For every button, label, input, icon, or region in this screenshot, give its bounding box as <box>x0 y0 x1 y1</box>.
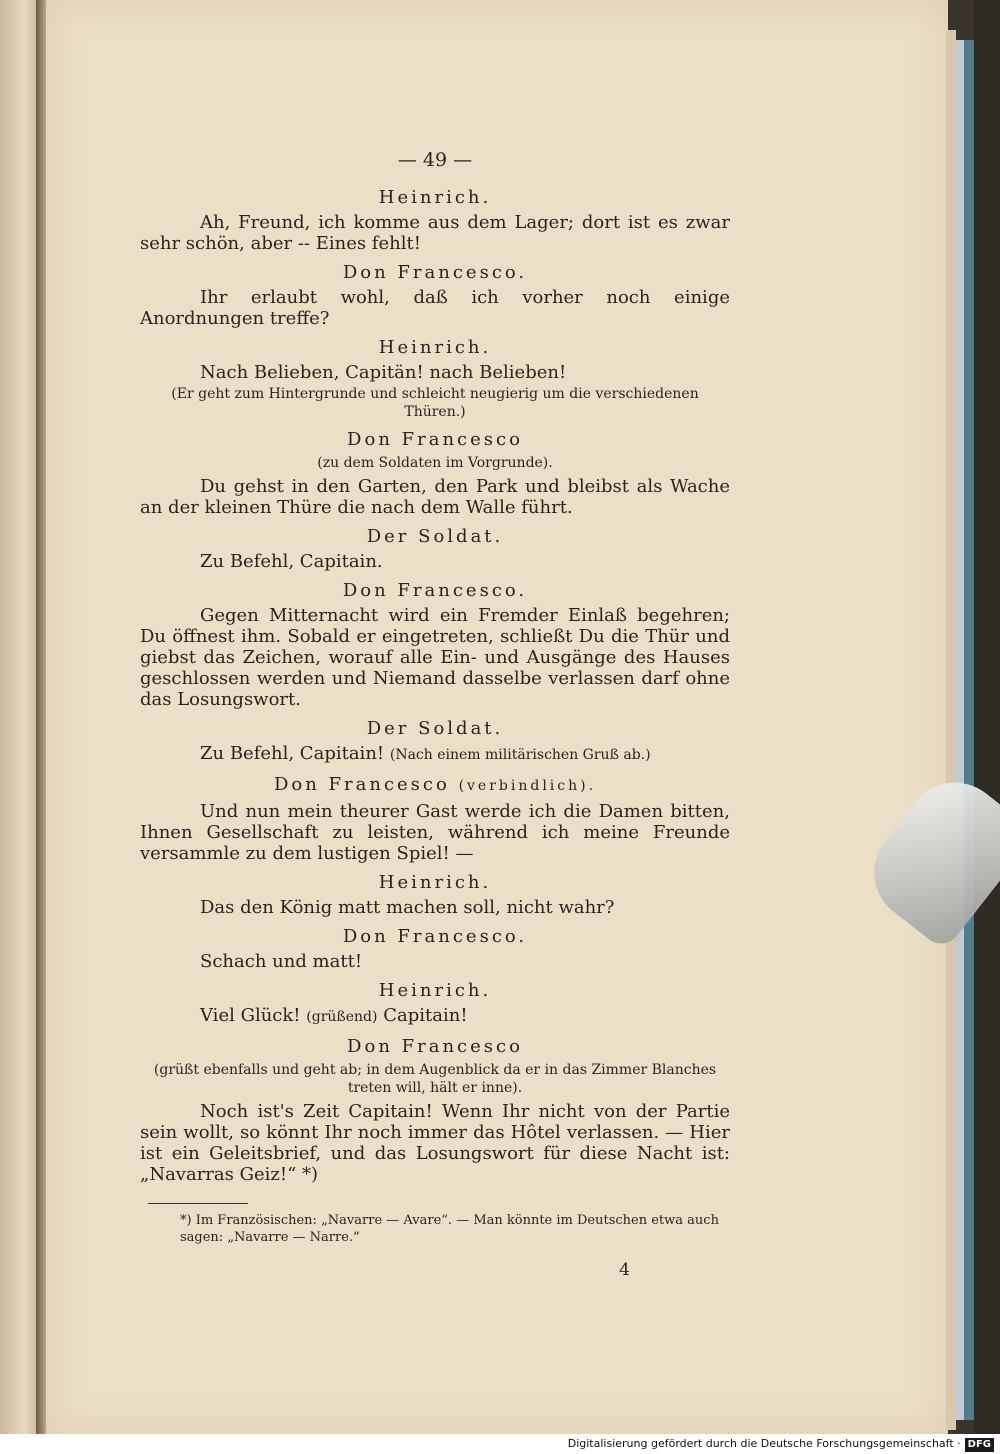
page-text <box>140 150 730 1281</box>
cover-edge-light <box>956 40 964 1420</box>
block-text: Du gehst in den Garten, den Park und bleibst als Wache an der kleinen Thüre die nach dem Walle führt. <box>140 476 730 518</box>
speech-line <box>140 605 730 710</box>
block-text: Der Soldat. <box>366 526 504 547</box>
speaker-name <box>140 337 730 358</box>
block-text: Und nun mein theurer Gast werde ich die Damen bitten, Ihnen Gesellschaft zu leisten, während ich meine Freunde versammle zu dem lustigen Spiel! — <box>140 801 730 864</box>
speech-line <box>140 212 730 254</box>
speaker-name <box>140 526 730 547</box>
stage-direction <box>140 385 730 421</box>
speech-line <box>140 476 730 518</box>
block-text: (grüßt ebenfalls und geht ab; in dem Augenblick da er in das Zimmer Blanches treten will, hält er inne). <box>153 1062 717 1096</box>
footnote: *) Im Französischen: „Navarre — Avare“. — Man könnte im Deutschen etwa auch sagen: „Navarre — Narre.“ <box>180 1213 719 1245</box>
cover-edge-blue <box>964 40 974 1420</box>
left-page-edge <box>0 0 40 1434</box>
block-text: Das den König matt machen soll, nicht wahr? <box>200 897 615 918</box>
speech-line <box>140 287 730 329</box>
funding-credit: Digitalisierung gefördert durch die Deutsche Forschungsgemeinschaft · <box>567 1437 961 1450</box>
block-text: Don Francesco. <box>342 262 528 283</box>
speech-line <box>140 551 730 572</box>
speech-line <box>140 743 730 766</box>
speaker-name <box>140 187 730 208</box>
block-text: Zu Befehl, Capitain! <box>200 743 385 764</box>
footnote-rule <box>148 1203 248 1204</box>
page-number: — 49 — <box>397 149 473 171</box>
signature-mark: 4 <box>619 1260 630 1280</box>
speech-line <box>140 1005 730 1028</box>
speaker-name <box>140 429 730 450</box>
block-text: Don Francesco <box>273 774 450 795</box>
stage-direction <box>140 1061 730 1097</box>
block-text: Don Francesco <box>347 429 523 450</box>
dialogue-blocks <box>140 187 730 1185</box>
block-text-tail: Capitain! <box>383 1005 468 1026</box>
block-text: Noch ist's Zeit Capitain! Wenn Ihr nicht von der Partie sein wollt, so könnt Ihr noch immer das Hôtel verlassen. — Hier ist ein Geleitsbrief, und das Losungswort für diese Nacht ist: „Navarras Geiz!“ *) <box>140 1101 730 1185</box>
block-text: Gegen Mitternacht wird ein Fremder Einlaß begehren; Du öffnest ihm. Sobald er eingetreten, schließt Du die Thür und giebst das Zeichen, worauf alle Ein- und Ausgänge des Hauses geschlossen werden und Niemand dasselbe verlassen darf ohne das Losungswort. <box>140 605 730 710</box>
block-text: Don Francesco. <box>342 926 528 947</box>
block-text: (zu dem Soldaten im Vorgrunde). <box>317 455 553 471</box>
speaker-name <box>140 926 730 947</box>
speech-line <box>140 801 730 864</box>
block-text: Der Soldat. <box>366 718 504 739</box>
block-text: Heinrich. <box>378 187 492 208</box>
block-text: Heinrich. <box>378 980 492 1001</box>
block-text: Viel Glück! <box>200 1005 301 1026</box>
speech-line <box>140 362 730 383</box>
speaker-name <box>140 262 730 283</box>
block-text: (Er geht zum Hintergrunde und schleicht neugierig um die verschiedenen Thüren.) <box>171 386 699 420</box>
block-text: Schach und matt! <box>200 951 363 972</box>
speaker-name <box>140 872 730 893</box>
inline-direction: (grüßend) <box>306 1009 378 1025</box>
speaker-name <box>140 718 730 739</box>
digitization-footer <box>0 1434 1000 1454</box>
inline-direction: (Nach einem militärischen Gruß ab.) <box>389 747 651 763</box>
speaker-name <box>140 1036 730 1057</box>
block-text: Don Francesco <box>347 1036 523 1057</box>
block-text: Don Francesco. <box>342 580 528 601</box>
speech-line <box>140 951 730 972</box>
block-text: Zu Befehl, Capitain. <box>200 551 383 572</box>
speaker-name <box>140 580 730 601</box>
block-text: Nach Belieben, Capitän! nach Belieben! <box>200 362 567 383</box>
block-text: Heinrich. <box>378 872 492 893</box>
block-text: Ihr erlaubt wohl, daß ich vorher noch einige Anordnungen treffe? <box>140 287 730 329</box>
speaker-name <box>140 980 730 1001</box>
block-text: Heinrich. <box>378 337 492 358</box>
speaker-name <box>140 774 730 797</box>
speech-line <box>140 1101 730 1185</box>
inline-direction: (verbindlich). <box>458 778 597 794</box>
page-stack-edge <box>946 30 956 1430</box>
dfg-logo: DFG <box>965 1438 994 1452</box>
block-text: Ah, Freund, ich komme aus dem Lager; dort ist es zwar sehr schön, aber -- Eines fehlt! <box>140 212 730 254</box>
scan-background <box>974 0 1000 1434</box>
speech-line <box>140 897 730 918</box>
stage-direction <box>140 454 730 472</box>
